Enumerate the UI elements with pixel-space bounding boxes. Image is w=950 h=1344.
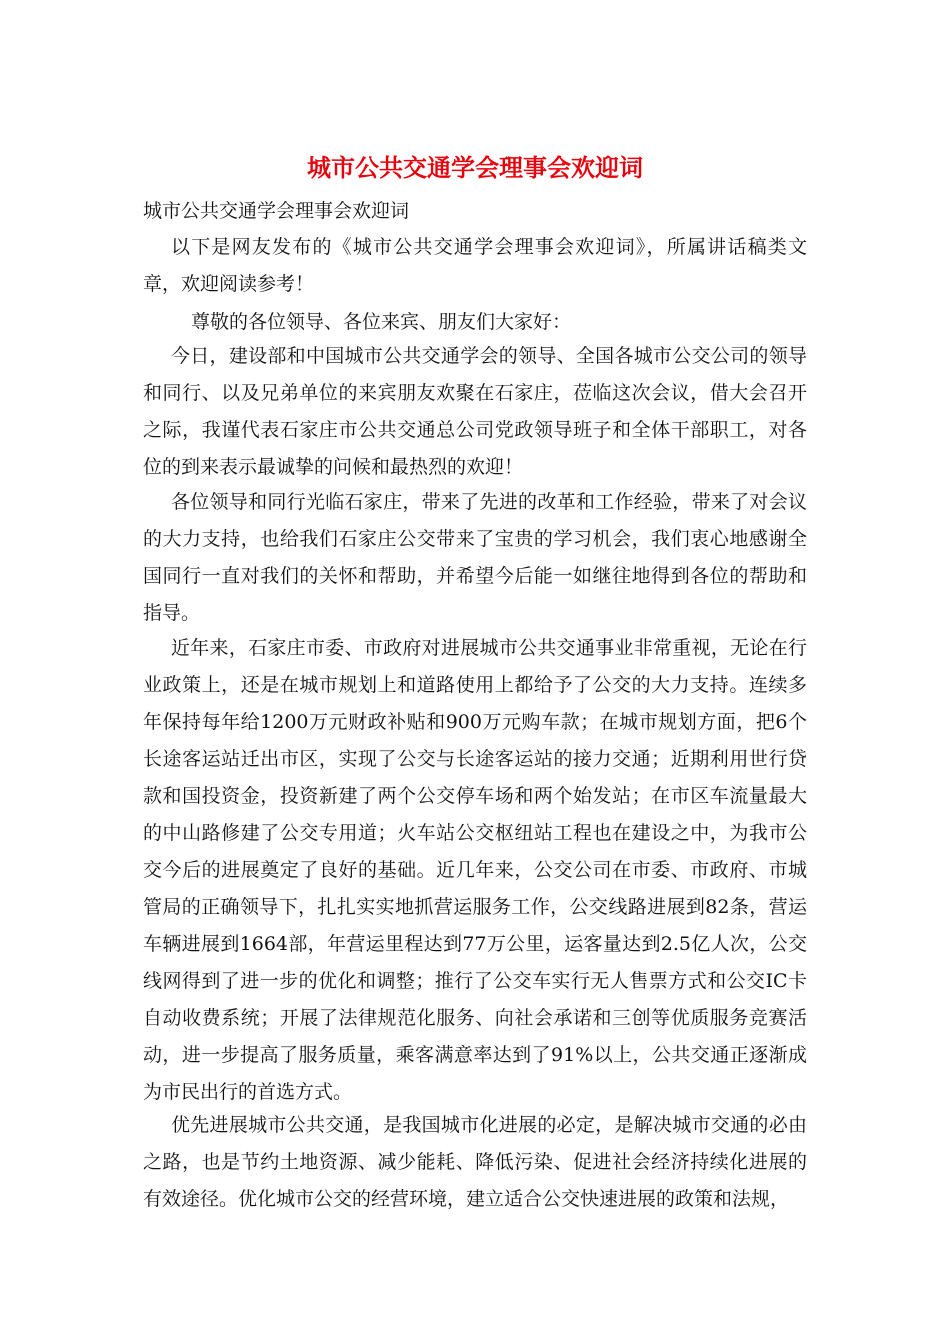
paragraph-progress: 近年来，石家庄市委、市政府对进展城市公共交通事业非常重视，无论在行业政策上，还是在城市规划上和道路使用上都给予了公交的大力支持。连续多年保持每年给1200万元财政补贴和900万元购车款；在城市规划方面，把6个长途客运站迁出市区，实现了公交与长途客运站的接力交通；近期利用世行贷款和国投资金，投资新建了两个公交停车场和两个始发站；在市区车流量最大的中山路修建了公交专用道；火车站公交枢纽站工程也在建设之中，为我市公交今后的进展奠定了良好的基础。近几年来，公交公司在市委、市政府、市城管局的正确领导下，扎扎实实地抓营运服务工作，公交线路进展到82条，营运车辆进展到1664部，年营运里程达到77万公里，运客量达到2.5亿人次，公交线网得到了进一步的优化和调整；推行了公交车实行无人售票方式和公交IC卡自动收费系统；开展了法律规范化服务、向社会承诺和三创等优质服务竞赛活动，进一步提高了服务质量，乘客满意率达到了91%以上，公共交通正逐渐成为市民出行的首选方式。 <box>143 637 807 1103</box>
paragraph-greeting: 尊敬的各位领导、各位来宾、朋友们大家好： <box>191 311 572 333</box>
paragraph-welcome: 今日，建设部和中国城市公共交通学会的领导、全国各城市公交公司的领导和同行、以及兄弟单位的来宾朋友欢聚在石家庄，莅临这次会议，借大会召开之际，我谨代表石家庄市公共交通总公司党政领导班子和全体干部职工，对各位的到来表示最诚挚的问候和最热烈的欢迎！ <box>143 345 807 478</box>
document-title: 城市公共交通学会理事会欢迎词 <box>307 153 643 182</box>
paragraph-intro: 以下是网友发布的《城市公共交通学会理事会欢迎词》，所属讲话稿类文章，欢迎阅读参考！ <box>143 236 807 295</box>
paragraph-priority: 优先进展城市公共交通，是我国城市化进展的必定，是解决城市交通的必由之路，也是节约土地资源、减少能耗、降低污染、促进社会经济持续化进展的有效途径。优化城市公交的经营环境，建立适合公交快速进展的政策和法规， <box>143 1114 807 1210</box>
document-subtitle: 城市公共交通学会理事会欢迎词 <box>143 200 410 222</box>
paragraph-thanks: 各位领导和同行光临石家庄，带来了先进的改革和工作经验，带来了对会议的大力支持，也给我们石家庄公交带来了宝贵的学习机会，我们衷心地感谢全国同行一直对我们的关怀和帮助，并希望今后能一如继往地得到各位的帮助和指导。 <box>143 491 807 624</box>
